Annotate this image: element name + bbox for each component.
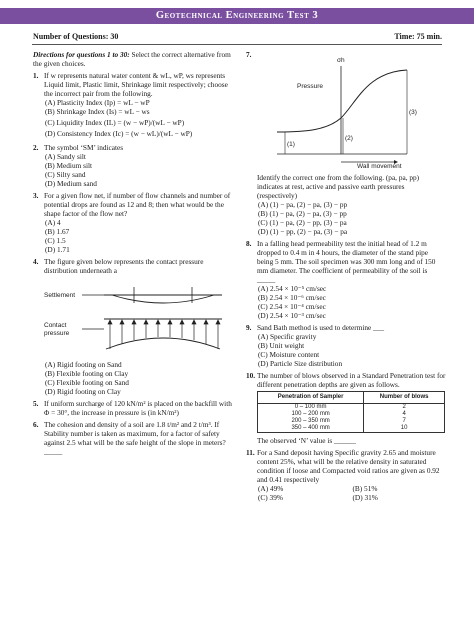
question-stem: If uniform surcharge of 120 kN/m² is placed on the backfill with Φ = 30°, the increase in pressure is (in kN/m²) (44, 399, 232, 417)
table-row (258, 411, 445, 418)
right-column (246, 50, 446, 505)
question-stem: The symbol ‘SM’ indicates (44, 143, 124, 152)
option-c[interactable]: (C) Liquidity Index (IL) = (w − wP)/(wL − wP) (45, 118, 185, 127)
option-b[interactable]: (B) Flexible footing on Clay (45, 369, 129, 378)
option-a[interactable]: (A) Rigid footing on Sand (45, 360, 122, 369)
table-cell: 200 – 350 mm (258, 418, 364, 425)
option-a[interactable]: (A) Plasticity Index (Ip) = wL − wP (45, 98, 150, 107)
question-stem: The cohesion and density of a soil are 1.8 t/m² and 2 t/m³. If Stability number is taken as maximum, for a factor of safety against 2.5 what will be the safe height of the slope in meters? _____ (44, 420, 226, 456)
table-row (258, 425, 445, 433)
left-column (33, 50, 237, 459)
directions-text: Select the correct alternative from the given choices. (33, 50, 231, 68)
test-title-banner: Geotechnical Engineering Test 3 (0, 8, 474, 24)
option-a[interactable]: (A) Sandy silt (45, 152, 86, 161)
option-b[interactable]: (B) Medium silt (45, 161, 93, 170)
option-d[interactable]: (D) 1.71 (45, 245, 70, 254)
directions (33, 50, 237, 68)
option-b[interactable]: (B) Unit weight (258, 341, 305, 350)
contact-label: Contact (44, 322, 67, 329)
question-stem: The figure given below represents the contact pressure distribution underneath a (44, 257, 204, 275)
settlement-label: Settlement (44, 292, 76, 299)
question-number: 3. (33, 191, 39, 200)
question-1 (33, 71, 237, 140)
question-2 (33, 143, 237, 188)
question-number: 2. (33, 143, 39, 152)
question-stem: Sand Bath method is used to determine ___ (257, 323, 385, 332)
option-c[interactable]: (C) Flexible footing on Sand (45, 378, 129, 387)
question-11 (246, 448, 446, 502)
table-row (258, 404, 445, 412)
table-cell: 2 (364, 404, 445, 412)
question-8 (246, 239, 446, 320)
sigma-h-label: σh (337, 57, 345, 64)
wall-movement-label: Wall movement (357, 163, 402, 170)
option-d[interactable]: (D) 2.54 × 10⁻³ cm/sec (258, 311, 326, 320)
table-header: Number of blows (364, 392, 445, 404)
question-number: 6. (33, 420, 39, 429)
question-number: 11. (246, 448, 255, 457)
option-c[interactable]: (C) 2.54 × 10⁻⁴ cm/sec (258, 302, 326, 311)
table-cell: 0 – 100 mm (258, 404, 364, 412)
option-c[interactable]: (C) Silty sand (45, 170, 86, 179)
question-stem: The number of blows observed in a Standard Penetration test for different penetration depths are given as follows. (257, 371, 446, 389)
option-d[interactable]: (D) 31% (352, 493, 378, 502)
directions-lead: Directions for questions 1 to 30: (33, 50, 130, 59)
option-a[interactable]: (A) 4 (45, 218, 61, 227)
question-9 (246, 323, 446, 368)
question-stem: For a given flow net, if number of flow channels and number of potential drops are found as 12 and 8; then what would be the shape factor of the flow net? (44, 191, 231, 218)
question-6 (33, 420, 237, 456)
option-c[interactable]: (C) 39% (258, 493, 283, 502)
option-a[interactable]: (A) Specific gravity (258, 332, 317, 341)
question-3 (33, 191, 237, 254)
question-count: Number of Questions: 30 (33, 32, 119, 41)
question-followup: The observed ‘N’ value is ______ (257, 436, 356, 445)
earth-pressure-figure (257, 52, 427, 170)
question-5 (33, 399, 237, 417)
question-10 (246, 371, 446, 445)
option-d[interactable]: (D) Consistency Index (Ic) = (w − wL)/(wL − wP) (45, 129, 193, 138)
question-number: 8. (246, 239, 252, 248)
contact-pressure-figure (44, 277, 237, 357)
curve-label-1: (1) (287, 141, 295, 148)
header-divider (32, 44, 442, 45)
question-number: 7. (246, 50, 252, 59)
option-d[interactable]: (D) Rigid footing on Clay (45, 387, 121, 396)
option-d[interactable]: (D) (1) − pp, (2) − pa, (3) − pa (258, 227, 348, 236)
option-c[interactable]: (C) (1) − pa, (2) − pp, (3) − pa (258, 218, 347, 227)
time-limit: Time: 75 min. (394, 32, 442, 41)
option-b[interactable]: (B) Shrinkage Index (Is) = wL − ws (45, 107, 150, 116)
question-7 (246, 50, 446, 236)
table-cell: 100 – 200 mm (258, 411, 364, 418)
table-row (258, 418, 445, 425)
option-b[interactable]: (B) 1.67 (45, 227, 70, 236)
option-d[interactable]: (D) Particle Size distribution (258, 359, 343, 368)
question-stem: Identify the correct one from the following. (pa, pa, pp) indicates at rest, active and passive earth pressures (respectively) (257, 173, 420, 200)
question-number: 9. (246, 323, 252, 332)
question-number: 1. (33, 71, 39, 80)
pressure-label: pressure (44, 330, 70, 337)
question-number: 10. (246, 371, 256, 380)
pressure-axis-label: Pressure (297, 83, 324, 90)
option-c[interactable]: (C) Moisture content (258, 350, 320, 359)
table-header: Penetration of Sampler (258, 392, 364, 404)
question-4 (33, 257, 237, 396)
curve-label-2: (2) (345, 135, 353, 142)
option-c[interactable]: (C) 1.5 (45, 236, 66, 245)
question-stem: In a falling head permeability test the initial head of 1.2 m dropped to 0.4 m in 4 hours, the diameter of the stand pipe being 5 mm. The soil specimen was 300 mm long and of 150 mm diameter. The coefficient of permeability of the soil is _____ (257, 239, 436, 284)
question-number: 5. (33, 399, 39, 408)
option-b[interactable]: (B) 51% (352, 484, 378, 493)
table-cell: 4 (364, 411, 445, 418)
curve-label-3: (3) (409, 109, 417, 116)
question-number: 4. (33, 257, 39, 266)
option-d[interactable]: (D) Medium sand (45, 179, 97, 188)
option-b[interactable]: (B) (1) − pa, (2) − pa, (3) − pp (258, 209, 347, 218)
question-stem: For a Sand deposit having Specific gravity 2.65 and moisture content 25%, what will be the relative density in saturated condition if loose and Compacted void ratios are given as 0.92 and 0.41 respectively (257, 448, 440, 484)
table-cell: 10 (364, 425, 445, 433)
option-b[interactable]: (B) 2.54 × 10⁻⁶ cm/sec (258, 293, 326, 302)
question-stem: If w represents natural water content & wL, wP, ws represents Liquid limit, Plastic limit, Shrinkage limit respectively; choose the incorrect pair from the following. (44, 71, 228, 98)
table-cell: 7 (364, 418, 445, 425)
option-a[interactable]: (A) 2.54 × 10⁻⁵ cm/sec (258, 284, 327, 293)
option-a[interactable]: (A) 49% (258, 484, 284, 493)
table-cell: 350 – 400 mm (258, 425, 364, 433)
option-a[interactable]: (A) (1) − pa, (2) − pa, (3) − pp (258, 200, 348, 209)
spt-table (257, 391, 445, 433)
